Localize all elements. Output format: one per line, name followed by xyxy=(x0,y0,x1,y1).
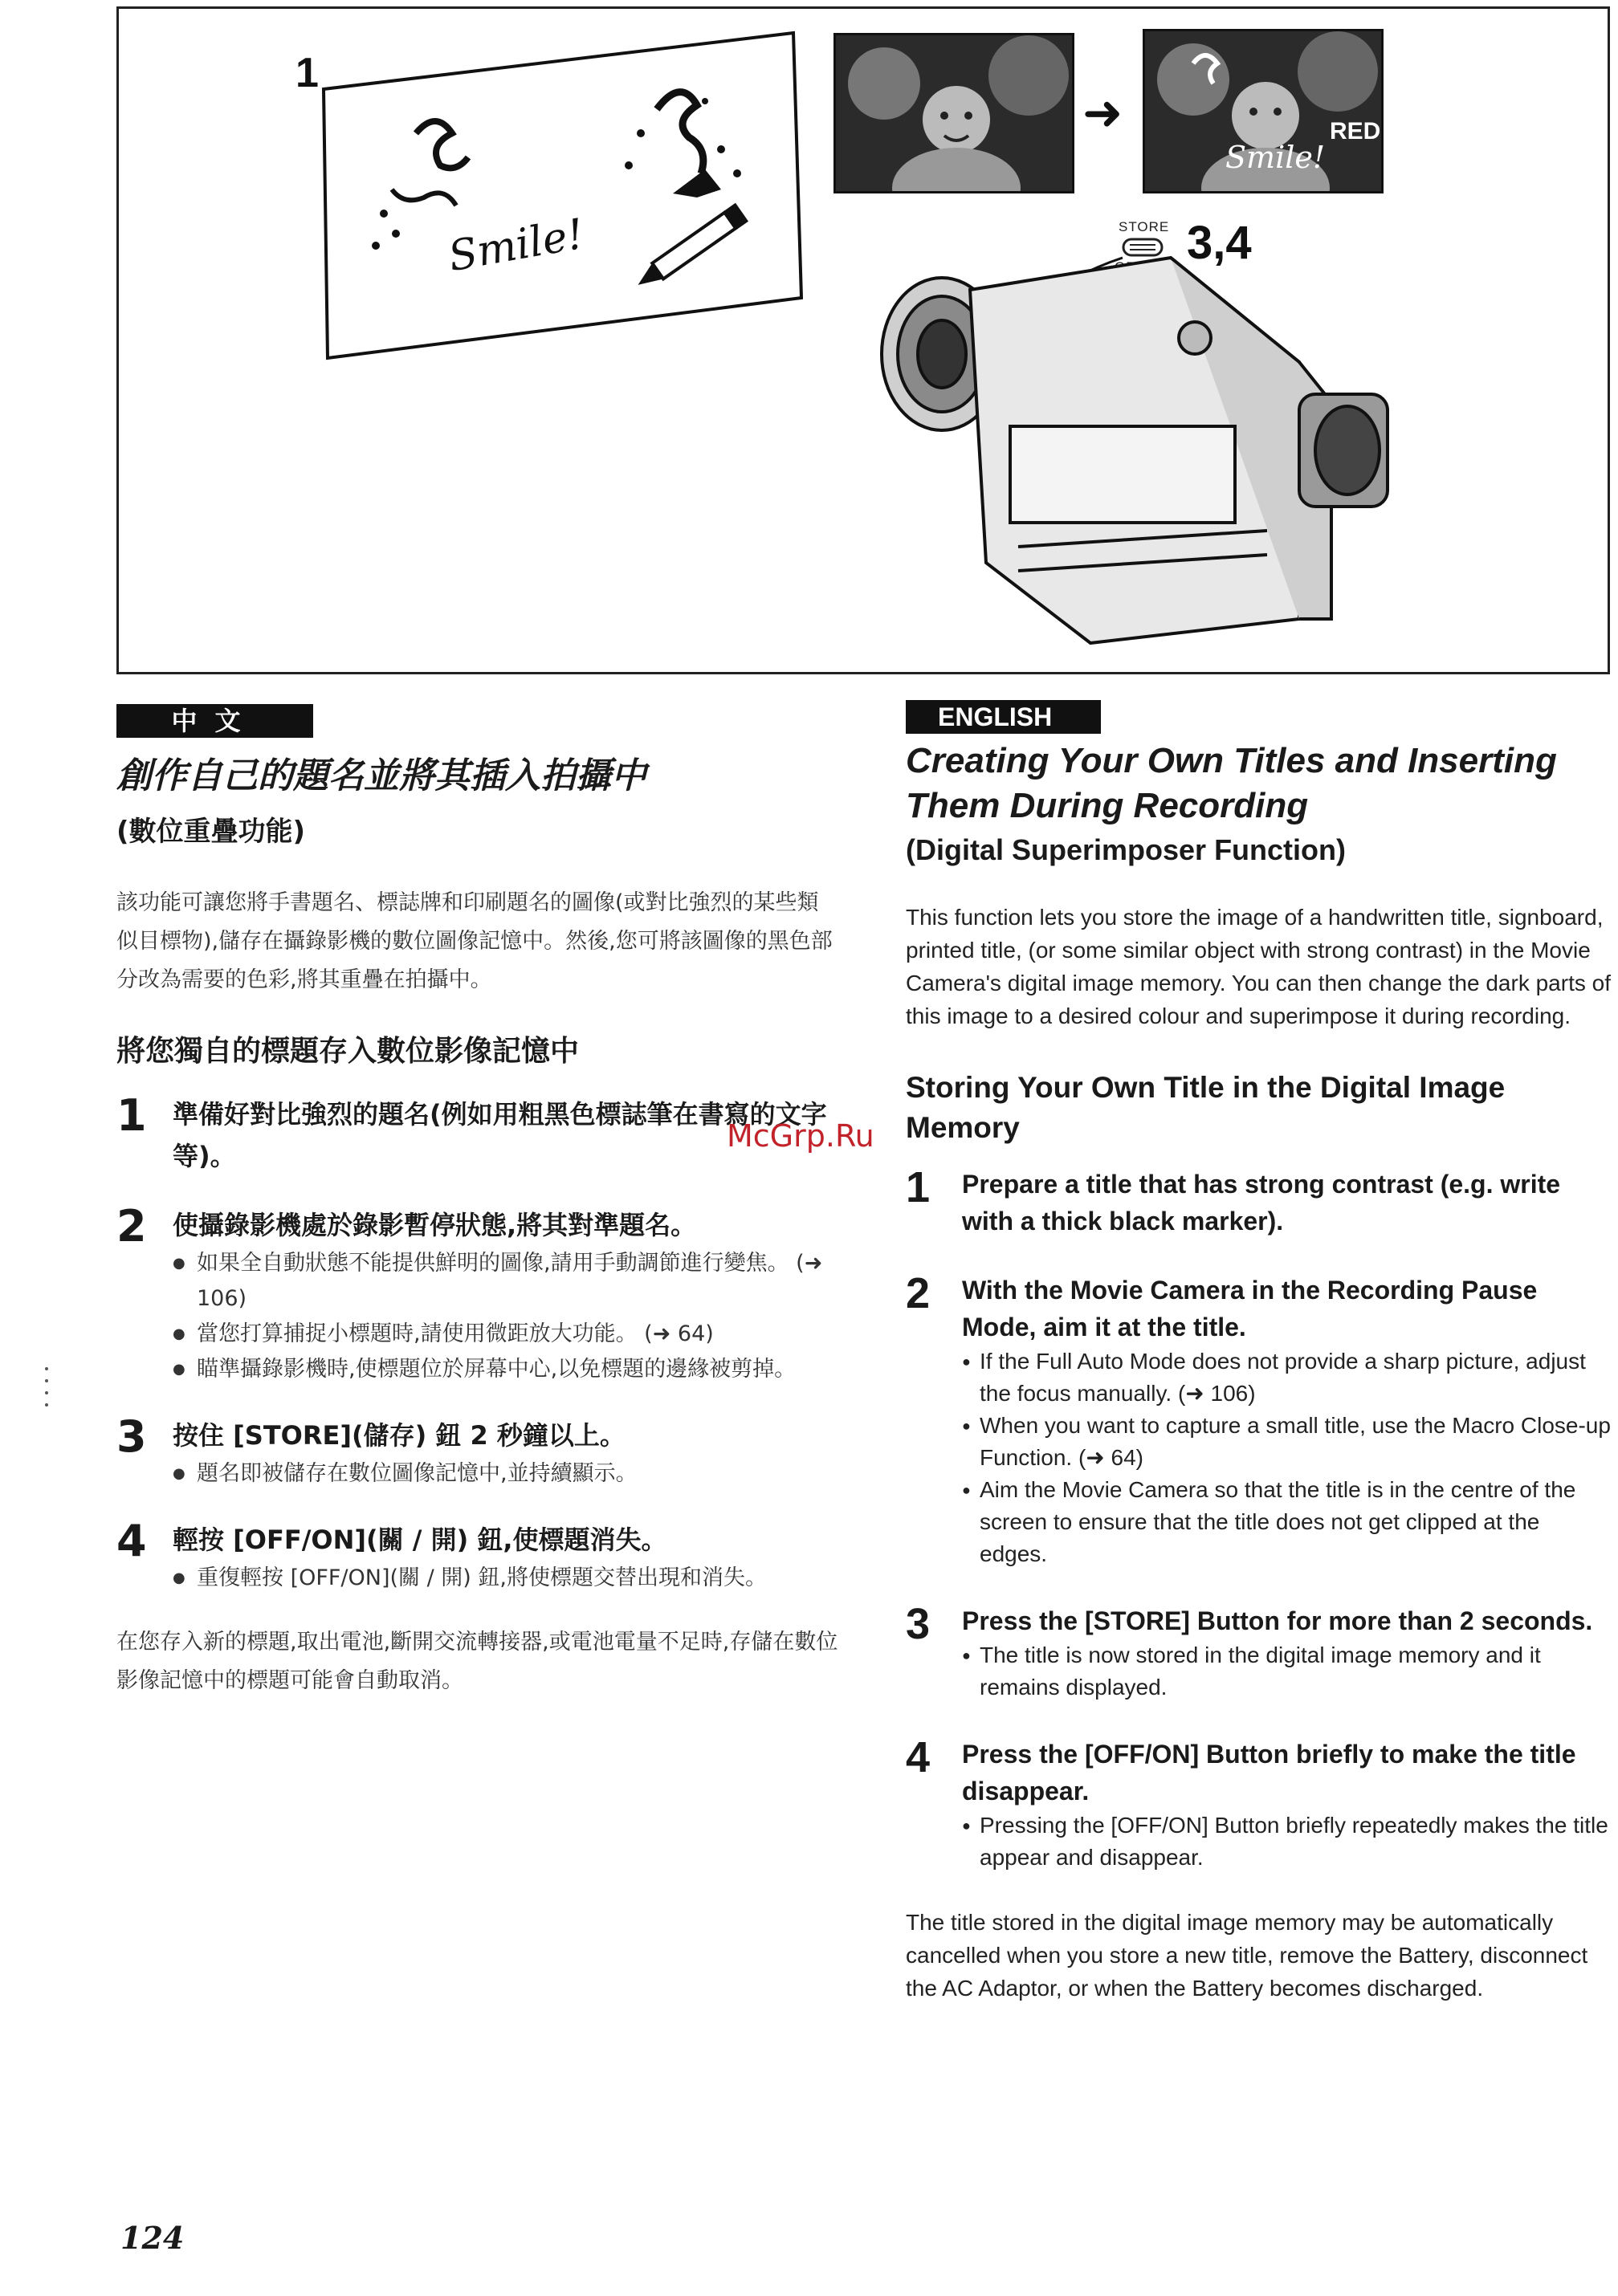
step-number: 4 xyxy=(116,1516,147,1566)
step-number: 1 xyxy=(116,1090,147,1141)
step-heading: With the Movie Camera in the Recording Pause Mode, aim it at the title. xyxy=(962,1276,1538,1341)
step-number: 3 xyxy=(116,1411,147,1462)
step-number: 1 xyxy=(906,1163,931,1211)
step-number: 4 xyxy=(906,1733,931,1781)
step-number: 2 xyxy=(116,1201,147,1252)
step-number: 3 xyxy=(906,1600,931,1648)
step-heading: 使攝錄影機處於錄影暫停狀態,將其對準題名。 xyxy=(173,1210,697,1240)
step-bullet: ● When you want to capture a small title, use the Macro Close-up Function. (➜ 64) xyxy=(962,1410,1612,1474)
en-intro: This function lets you store the image of a handwritten title, signboard, printed title, (or some similar object with strong contrast) in the Movie Camera's digital image memory. You can then change the dark parts of this image to a desired colour and superimpose it during recording. xyxy=(906,905,1611,1028)
step-bullet: ● If the Full Auto Mode does not provide a sharp picture, adjust the focus manually. (➜ 106) xyxy=(962,1345,1612,1410)
photo-before xyxy=(833,33,1074,193)
handwritten-title-card xyxy=(320,29,817,366)
zh-note: 在您存入新的標題,取出電池,斷開交流轉接器,或電池電量不足時,存儲在數位影像記憶中的標題可能會自動取消。 xyxy=(116,1630,838,1693)
zh-subtitle: (數位重疊功能) xyxy=(116,816,306,848)
step-bullet: ● 題名即被儲存在數位圖像記憶中,並持續顯示。 xyxy=(173,1456,839,1492)
step-bullet: ● The title is now stored in the digital image memory and it remains displayed. xyxy=(962,1639,1612,1704)
en-title: Creating Your Own Titles and Inserting Them During Recording xyxy=(906,741,1557,825)
step-heading: Prepare a title that has strong contrast (e.g. write with a thick black marker). xyxy=(962,1170,1561,1236)
photo-smile-overlay: Smile! xyxy=(1225,140,1326,175)
zh-title: 創作自己的題名並將其插入拍攝中 xyxy=(116,755,646,796)
english-section-badge: ENGLISH xyxy=(906,700,1101,734)
en-step-1 xyxy=(906,1163,1612,1240)
english-column xyxy=(906,739,1612,2027)
step-heading: 按住 [STORE](儲存) 鈕 2 秒鐘以上。 xyxy=(173,1420,626,1451)
en-step-4 xyxy=(906,1733,1612,1874)
chinese-column xyxy=(116,747,839,1722)
step-heading: Press the [OFF/ON] Button briefly to make the title disappear. xyxy=(962,1740,1576,1805)
step-bullet: ● 瞄準攝錄影機時,使標題位於屏幕中心,以免標題的邊緣被剪掉。 xyxy=(173,1352,839,1387)
card-smile-text: Smile! xyxy=(445,210,588,282)
page-number: 124 xyxy=(120,2220,185,2256)
watermark: McGrp.Ru xyxy=(727,1118,874,1154)
zh-step-3 xyxy=(116,1411,839,1492)
en-step-2 xyxy=(906,1269,1612,1570)
step-bullet: ● Aim the Movie Camera so that the title is in the centre of the screen to ensure that the title does not get clipped at the edges. xyxy=(962,1474,1612,1570)
color-label-red: RED xyxy=(1330,118,1381,145)
step-heading: 準備好對比強烈的題名(例如用粗黑色標誌筆在書寫的文字等)。 xyxy=(173,1099,827,1171)
illustration-frame xyxy=(116,6,1610,674)
step-bullet: ● 如果全自動狀態不能提供鮮明的圖像,請用手動調節進行變焦。 (➜ 106) xyxy=(173,1246,839,1317)
store-button-label: STORE xyxy=(1119,219,1170,234)
zh-intro: 該功能可讓您將手書題名、標誌牌和印刷題名的圖像(或對比強烈的某些類似目標物),儲存在攝錄影機的數位圖像記憶中。然後,您可將該圖像的黑色部分改為需要的色彩,將其重疊在拍攝中。 xyxy=(116,890,833,992)
chinese-section-badge: 中文 xyxy=(116,704,313,738)
step-bullet: ● 重復輕按 [OFF/ON](關 / 開) 鈕,將使標題交替出現和消失。 xyxy=(173,1561,839,1596)
arrow-right-icon: ➜ xyxy=(1082,86,1123,140)
zh-step-4 xyxy=(116,1516,839,1596)
step-bullet: ● 當您打算捕捉小標題時,請使用微距放大功能。 (➜ 64) xyxy=(173,1317,839,1352)
en-subtitle: (Digital Superimposer Function) xyxy=(906,833,1347,866)
margin-marks xyxy=(44,1365,49,1413)
zh-section-heading: 將您獨自的標題存入數位影像記憶中 xyxy=(116,1035,580,1068)
en-step-3 xyxy=(906,1602,1612,1704)
movie-camera-illustration xyxy=(850,242,1428,659)
zh-step-2 xyxy=(116,1201,839,1387)
illustration-step-1: 1 xyxy=(295,50,319,96)
photo-after xyxy=(1143,29,1384,193)
en-note: The title stored in the digital image memory may be automatically cancelled when you store a new title, remove the Battery, disconnect the AC Adaptor, or when the Battery becomes discharged. xyxy=(906,1910,1588,2001)
step-number: 2 xyxy=(906,1269,931,1317)
store-steps-ref: 3,4 xyxy=(1187,217,1252,269)
step-bullet: ● Pressing the [OFF/ON] Button briefly repeatedly makes the title appear and disappear. xyxy=(962,1810,1612,1874)
step-heading: Press the [STORE] Button for more than 2 seconds. xyxy=(962,1606,1593,1635)
en-section-heading: Storing Your Own Title in the Digital Image Memory xyxy=(906,1071,1506,1144)
photo-before-scene xyxy=(836,35,1074,193)
step-heading: 輕按 [OFF/ON](關 / 開) 鈕,使標題消失。 xyxy=(173,1525,667,1555)
